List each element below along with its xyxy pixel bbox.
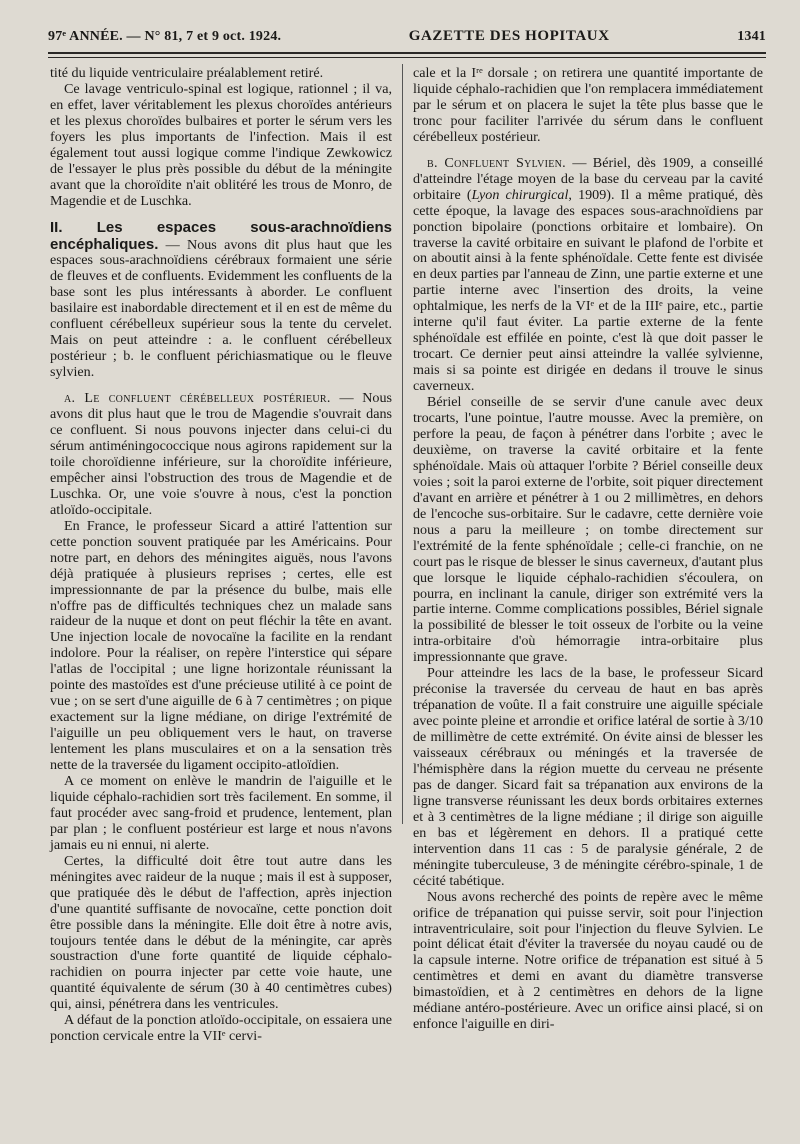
- paragraph: Nous avons recherché des points de repère avec le même orifice de trépanation qui puisse servir, soit pour l'injection intraventriculaire, soit pour l'injection du fleuve Sylvien. Le point délicat était d'éviter la traversée du noyau caudé ou de la capsule interne. Notre orifice de trépanation est situé à 5 centimètres et demi en avant du diamètre transverse bimastoïdien, et à 2 centimètres en dehors de la ligne médiane antéro-postérieure. Avec un orifice ainsi placé, si on enfonce l'aiguille en diri-: [413, 888, 763, 1033]
- subsection-paragraph: [413, 156, 763, 395]
- page-header: [48, 28, 766, 45]
- issue-info: 97ᵉ ANNÉE. — N° 81, 7 et 9 oct. 1924.: [48, 29, 282, 44]
- column-separator: [402, 64, 403, 824]
- paragraph: tité du liquide ventriculaire préalablement retiré.: [50, 65, 324, 81]
- paragraph-text: — Bériel, dès 1909, a conseillé d'atteindre l'étage moyen de la base du cerveau par la cavité orbitaire (: [413, 154, 763, 203]
- citation: Lyon chirurgical: [471, 186, 569, 203]
- paragraph: En France, le professeur Sicard a attiré l'attention sur cette ponction souvent pratiquée par les Américains. Pour notre part, en dehors des méningites aiguës, nous l'avons déjà pratiquée à plusieurs reprises ; certes, elle est impressionnante de par la présence du bulbe, mais elle n'offre pas de difficultés techniques chez un malade sans raideur de la nuque et dont on peut fléchir la tête en avant. Une injection locale de novocaïne la facilite en la rendant indolore. Pour la réaliser, on repère l'interstice qui sépare l'atlas de l'occipital ; une ligne horizontale réunissant la pointe des mastoïdes est d'une précieuse utilité à ce point de vue ; on se sert d'une aiguille de 6 à 7 centimètres ; on pique exactement sur la ligne médiane, on dirige l'extrémité de l'aiguille un peu obliquement vers le haut, on traverse lentement les plans musculaires et on a la sensation très nette de la traversée du ligament occipito-atloïdien.: [50, 517, 392, 774]
- section-heading: II. Les espaces sous-arachnoïdiens encéphaliques.: [50, 218, 392, 253]
- paragraph: cale et la Iʳᵉ dorsale ; on retirera une quantité importante de liquide céphalo-rachidien que l'on remplacera immédiatement par le sérum et on placera le sujet la tête plus basse que le tronc pour faciliter l'arrivée du sérum dans le confluent cérébelleux postérieur.: [413, 65, 763, 145]
- paragraph: Certes, la difficulté doit être tout autre dans les méningites avec raideur de la nuque ; mais il est à supposer, que pratiquée dès le début de l'affection, après injection d'une quantité suffisante de novocaïne, cette ponction doit être possible dans la méningite. Elle doit être à notre avis, toujours tentée dans le début de la méningite, car après soustraction d'une forte quantité de liquide céphalo-rachidien on pourra injecter par cette voie haute, une quantité équivalente de sérum (30 à 40 centimètres cubes) qui, ainsi, pénétrera dans les ventricules.: [50, 852, 392, 1013]
- paragraph: Pour atteindre les lacs de la base, le professeur Sicard préconise la traversée du cerveau de haut en bas après trépanation de voûte. Il a fait construire une aiguille spéciale avec pointe pleine et arrondie et orifice latéral de sortie à 3/10 de millimètre de cette extrémité. On évite ainsi de blesser les vaisseaux cérébraux ou méningés et la traversée de l'hémisphère dans la région muette du cerveau ne présente pas de danger. Sicard fait sa trépanation aux environs de la ligne transverse réunissant les deux bords orbitaires externes et à 3 centimètres de la ligne médiane ; il dirige son aiguille en bas et légèrement en dehors. Il a pratiqué cette intervention dans 11 cas : 5 de paralysie générale, 2 de méningite tuberculeuse, 3 de méningite cérébro-spinale, 1 de cécité tabétique.: [413, 665, 763, 889]
- page-number: 1341: [737, 29, 766, 44]
- paragraph: Bériel conseille de se servir d'une canule avec deux trocarts, l'une pointue, l'autre mousse. Avec la première, on perfore la peau, de façon à pénétrer dans l'orbite ; avec le deuxième, on traverse la cavité orbitaire et la fente sphénoïdale. Mais où attaquer l'orbite ? Bériel conseille deux voies ; soit la paroi externe de l'orbite, soit piquer directement d'avant en arrière et pénétrer à 1 ou 2 millimètres, en dehors de l'encoche sus-orbitaire. Sur le cadavre, cette dernière voie nous a paru la meilleure ; on tombe directement sur l'extrémité de la fente sphénoïdale ; celle-ci franchie, on ne court pas le risque de blesser le sinus caverneux, d'autant plus que lorsque le liquide céphalo-rachidien s'écoulera, on pourra, en inclinant la canule, diriger son extrémité vers la partie interne. Comme complications possibles, Bériel signale la possibilité de blesser le toit osseux de l'orbite ou la veine intra-orbitaire d'où hémorragie intra-orbitaire plus impressionnante que grave.: [413, 394, 763, 666]
- subsection-paragraph: [50, 391, 392, 519]
- paragraph-text: , 1909). Il a même pratiqué, dès cette époque, la lavage des espaces sous-arachnoïdiens par ponction bipolaire (ponctions orbitaire et lombaire). On traverse la cavité orbitaire en suivant le plafond de l'orbite et on aboutit ainsi à la fente sphénoïdale. Cette fente est divisée en deux parties par l'anneau de Zinn, une partie externe et une partie interne avec l'insertion des droits, la veine ophtalmique, les nerfs de la VIᵉ et de la IIIᵉ paire, etc., partie interne qu'il faut éviter. La partie externe de la fente sphénoïdale est effilée en pointe, c'est là que doit passer le trocart. Ce dernier peut ainsi atteindre la vallée sylvienne, mais si sa pointe est dirigée en dedans il trouve le sinus caverneux.: [413, 186, 764, 395]
- paragraph: Ce lavage ventriculo-spinal est logique, rationnel ; il va, en effet, laver véritablement les plexus choroïdes antérieurs et les plexus choroïdes bulbaires et porter le sérum vers les foyers les plus importants de l'infection. Mais il est également tout aussi logique comme l'indique Zewkowicz de l'essayer le plus près possible du début de la méningite avant que la choroïdite n'ait oblitéré les trous de Monro, de Magendie et de Luschka.: [50, 80, 392, 209]
- subsection-heading: a. Le confluent cérébelleux postérieur.: [64, 390, 331, 407]
- left-column: [50, 66, 392, 1045]
- subsection-heading: b. Confluent Sylvien.: [427, 154, 567, 171]
- header-rule-thick: [48, 52, 766, 54]
- header-rule-thin: [48, 57, 766, 58]
- journal-title: GAZETTE DES HOPITAUX: [408, 28, 610, 44]
- paragraph: A ce moment on enlève le mandrin de l'aiguille et le liquide céphalo-rachidien sort très facilement. En somme, il faut procéder avec sang-froid et prudence, lentement, plan par plan ; le confluent postérieur est large et nous n'avons jamais eu ni ennui, ni alerte.: [50, 772, 392, 853]
- paragraph-text: — Nous avons dit plus haut que le trou de Magendie s'ouvrait dans ce confluent. Si nous pouvons injecter dans celui-ci du sérum antiméningococcique nous agirons rapidement sur la toile choroïdienne inférieure, sur la choroïdite inférieure, empêcher ainsi l'obstruction des trous de Magendie et de Luschka. Or, une voie s'ouvre à nous, c'est la ponction atloïdo-occipitale.: [50, 390, 393, 518]
- right-column: [413, 66, 763, 1033]
- paragraph: A défaut de la ponction atloïdo-occipitale, on essaiera une ponction cervicale entre la VIIᵉ cervi-: [50, 1012, 392, 1045]
- paragraph-text: — Nous avons dit plus haut que les espaces sous-arachnoïdiens cérébraux formaient une série de fleuves et de confluents. Evidemment les confluents de la base sont les plus intéressants à aborder. Le confluent basilaire est inabordable directement et il en est de même du confluent cérébelleux supérieur sous la tente du cervelet. Mais on peut atteindre : a. le confluent cérébelleux postérieur ; b. le confluent périchiasmatique ou le fleuve sylvien.: [50, 236, 392, 381]
